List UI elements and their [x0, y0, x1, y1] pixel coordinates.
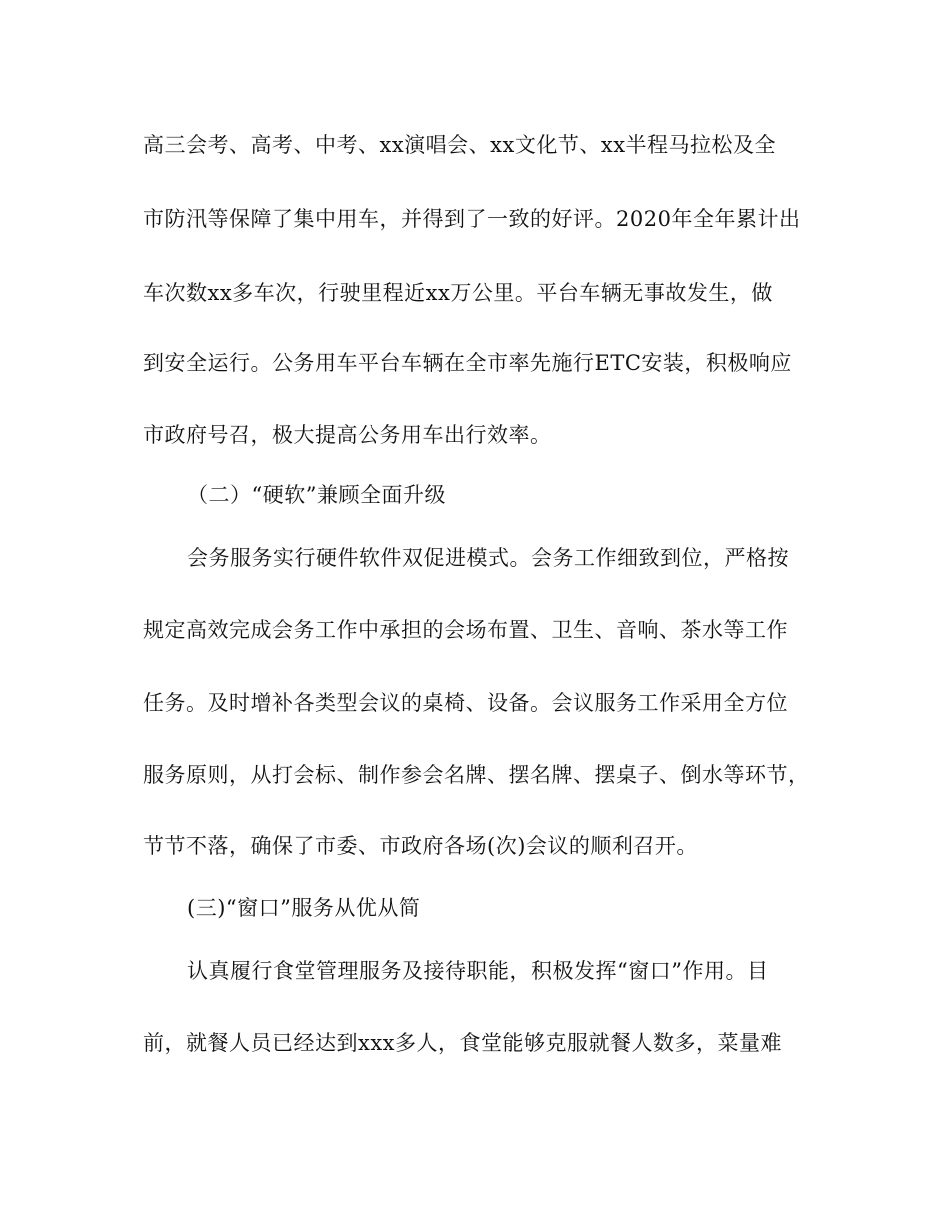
paragraph-line: 前，就餐人员已经达到xxx多人，食堂能够克服就餐人数多，菜量难 [143, 1031, 783, 1055]
paragraph-line: 节节不落，确保了市委、市政府各场(次)会议的顺利召开。 [143, 834, 698, 858]
paragraph-line: 市政府号召，极大提高公务用车出行效率。 [143, 423, 552, 447]
paragraph-line: 高三会考、高考、中考、xx演唱会、xx文化节、xx半程马拉松及全 [143, 133, 777, 157]
paragraph-line: 服务原则，从打会标、制作参会名牌、摆名牌、摆桌子、倒水等环节， [143, 763, 810, 787]
paragraph-line: 到安全运行。公务用车平台车辆在全市率先施行ETC安装，积极响应 [143, 351, 792, 375]
paragraph-line: 车次数xx多车次，行驶里程近xx万公里。平台车辆无事故发生，做 [143, 281, 773, 305]
paragraph-line: 认真履行食堂管理服务及接待职能，积极发挥“窗口”作用。目 [187, 959, 769, 983]
section-heading-2: （二）“硬软”兼顾全面升级 [187, 483, 446, 507]
paragraph-line: 规定高效完成会务工作中承担的会场布置、卫生、音响、茶水等工作 [143, 618, 788, 642]
paragraph-line: 会务服务实行硬件软件双促进模式。会务工作细致到位，严格按 [187, 546, 789, 570]
paragraph-line: 市防汛等保障了集中用车，并得到了一致的好评。2020年全年累计出 [143, 207, 801, 231]
paragraph-line: 任务。及时增补各类型会议的桌椅、设备。会议服务工作采用全方位 [143, 691, 788, 715]
section-heading-3: (三)“窗口”服务从优从简 [187, 896, 421, 920]
